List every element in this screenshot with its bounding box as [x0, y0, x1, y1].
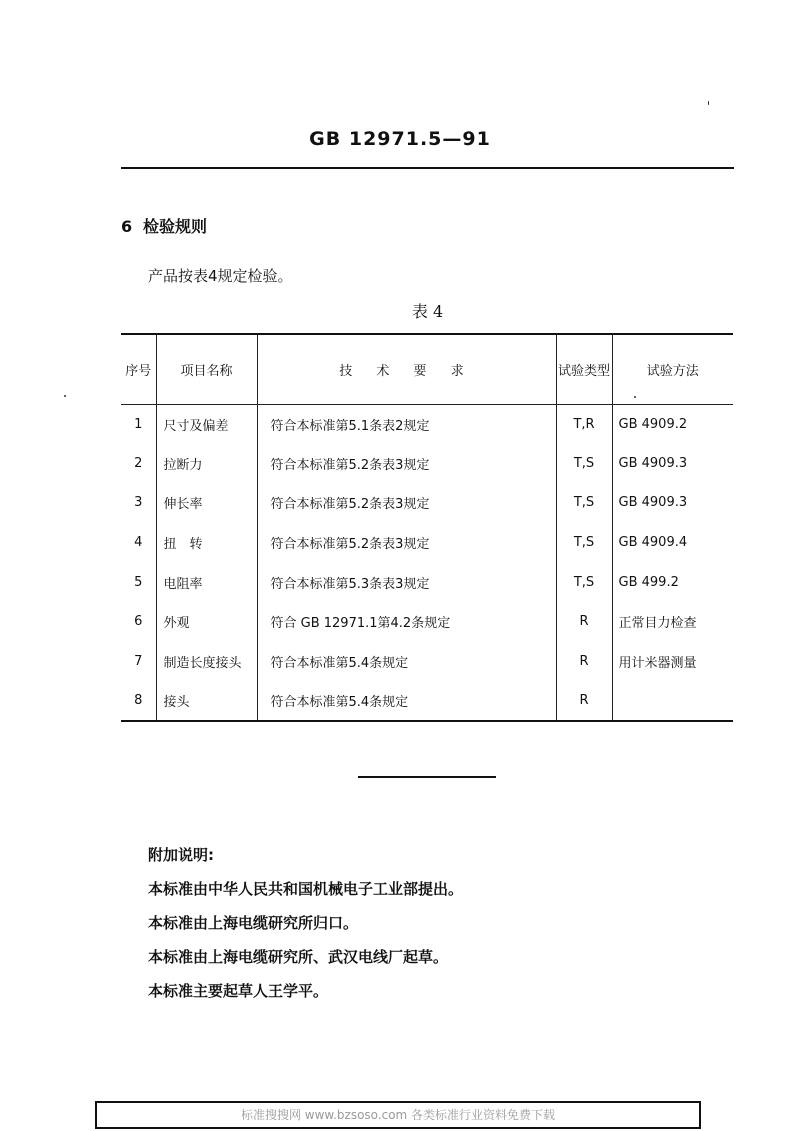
row-method: GB 4909.4	[612, 523, 733, 563]
section-title: 检验规则	[143, 217, 208, 236]
row-requirement: 符合本标准第5.2条表3规定	[257, 444, 556, 484]
row-no: 1	[134, 416, 143, 432]
header-method: 试验方法	[612, 334, 733, 404]
row-requirement: 符合本标准第5.4条规定	[257, 681, 556, 721]
scan-speck	[634, 396, 636, 398]
header-requirement: 技 术 要 求	[257, 334, 556, 404]
row-requirement: 符合本标准第5.2条表3规定	[257, 483, 556, 523]
section-number: 6	[121, 217, 133, 236]
row-method: GB 4909.3	[612, 483, 733, 523]
row-requirement: 符合本标准第5.2条表3规定	[257, 523, 556, 563]
header-divider	[121, 167, 734, 169]
row-test-type: T,S	[556, 483, 612, 523]
scan-speck	[708, 101, 709, 105]
inspection-table	[121, 333, 733, 722]
row-name: 伸长率	[156, 483, 257, 523]
note-line: 本标准由上海电缆研究所、武汉电线厂起草。	[148, 948, 449, 966]
table-row	[121, 562, 733, 602]
standard-number-header: GB 12971.5—91	[309, 128, 491, 150]
table-row	[121, 523, 733, 563]
row-name: 接头	[156, 681, 257, 721]
row-method: 用计米器测量	[612, 642, 733, 682]
section-heading	[121, 214, 207, 237]
row-requirement: 符合本标准第5.1条表2规定	[257, 404, 556, 444]
row-test-type: T,S	[556, 444, 612, 484]
intro-text: 产品按表4规定检验。	[148, 267, 293, 285]
row-method: GB 4909.2	[612, 404, 733, 444]
row-requirement: 符合 GB 12971.1第4.2条规定	[257, 602, 556, 642]
table-row	[121, 404, 733, 444]
table-caption: 表 4	[411, 302, 444, 321]
row-no: 6	[134, 614, 143, 630]
header-test-type: 试验类型	[556, 334, 612, 404]
end-divider	[358, 776, 496, 778]
row-name: 扭 转	[156, 523, 257, 563]
table-row	[121, 602, 733, 642]
row-method	[612, 681, 733, 721]
row-test-type: R	[556, 602, 612, 642]
row-test-type: R	[556, 681, 612, 721]
row-name: 外观	[156, 602, 257, 642]
table-row	[121, 444, 733, 484]
row-requirement: 符合本标准第5.3条表3规定	[257, 562, 556, 602]
table-header-row	[121, 334, 733, 404]
row-no: 3	[134, 495, 143, 511]
header-name: 项目名称	[156, 334, 257, 404]
row-test-type: T,S	[556, 523, 612, 563]
row-name: 制造长度接头	[156, 642, 257, 682]
row-no: 8	[121, 681, 156, 721]
row-name: 拉断力	[156, 444, 257, 484]
scan-speck	[64, 395, 66, 397]
row-test-type: T,R	[556, 404, 612, 444]
table-row	[121, 642, 733, 682]
notes-title: 附加说明:	[148, 846, 214, 864]
row-name: 尺寸及偏差	[156, 404, 257, 444]
footer-banner: 标准搜搜网 www.bzsoso.com 各类标准行业资料免费下载	[95, 1101, 701, 1129]
table-row	[121, 681, 733, 721]
row-no: 7	[134, 653, 143, 669]
row-no: 5	[134, 574, 143, 590]
note-line: 本标准由上海电缆研究所归口。	[148, 914, 359, 932]
additional-notes	[148, 838, 463, 1008]
row-no: 2	[134, 455, 143, 471]
row-method: GB 4909.3	[612, 444, 733, 484]
note-line: 本标准主要起草人王学平。	[148, 982, 329, 1000]
header-no: 序号	[121, 334, 156, 404]
row-method: GB 499.2	[612, 562, 733, 602]
row-test-type: T,S	[556, 562, 612, 602]
row-requirement: 符合本标准第5.4条规定	[257, 642, 556, 682]
row-method: 正常目力检查	[612, 602, 733, 642]
row-name: 电阻率	[156, 562, 257, 602]
row-test-type: R	[556, 642, 612, 682]
note-line: 本标准由中华人民共和国机械电子工业部提出。	[148, 880, 464, 898]
row-no: 4	[134, 535, 143, 551]
table-row	[121, 483, 733, 523]
